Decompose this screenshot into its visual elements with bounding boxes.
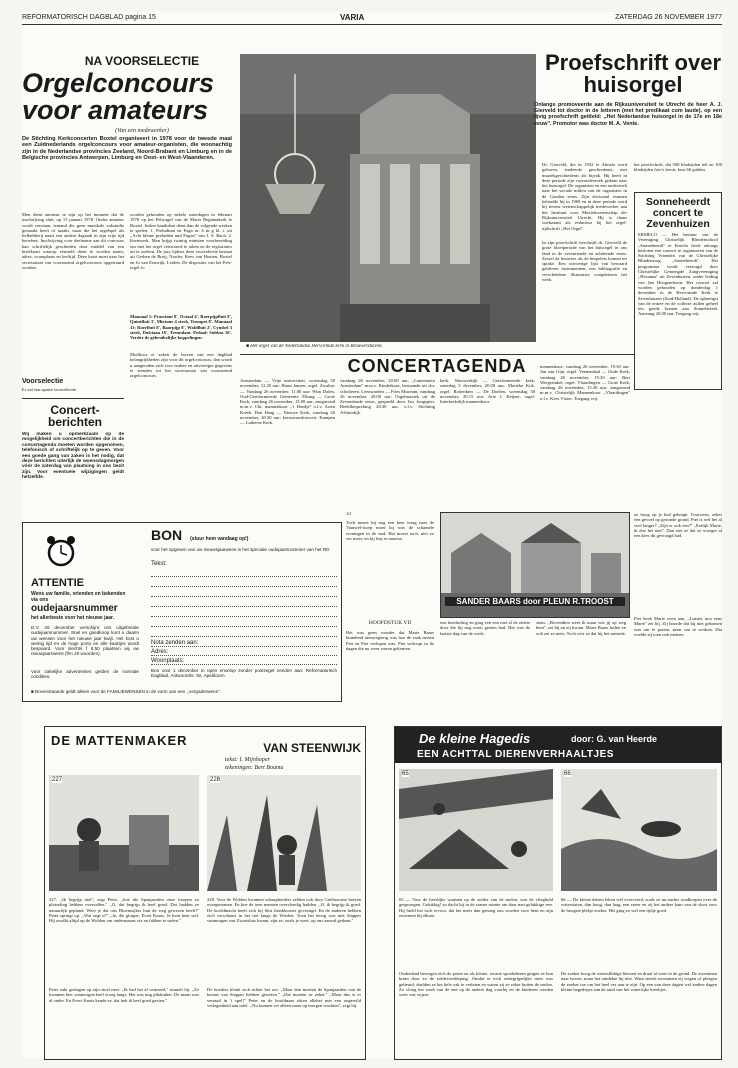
- divider: [22, 398, 124, 399]
- mattenmaker-title-2: VAN STEENWIJK: [263, 741, 361, 755]
- page-header: [22, 12, 722, 25]
- bon-tekst-line[interactable]: [151, 587, 337, 597]
- sander-illustration: [440, 512, 630, 618]
- mattenmaker-text-1: 227. ,,Ik begrijp niet'', zegt Peter, ,,hoe die Spanjaarden onze troepen zo plotseling hebben overvallen.'' ,,O, dat begrijp ik heel goed. Dat hadden ze natuurlijk gepland. Weet je dat ons Bloemsijker hun de weg gewezen heeft?'' Peter springt op. ,,Wat zegt u?'' ,,Ja, die gluiper, Evert Knots. Je kent hem wel. Hij zwalkt altijd op de Wolden om ondermaans via en fakken te stelen.'': [49, 897, 199, 924]
- mattenmaker-text-2b: De hoeders klonk zich achter het oor. ,,Maar dan moeten de Spanjaarden van de kennis van Stapper hebben geweten.'' ,,Dat moeten ze zeker.'' ,,Maar dus is er verraad in 't spel!'' Peter en de hoofdman zitten allebei met een ongewild verlegenheid aan tafel. ,,Nu kunnen we alleen maar op morgen wachten'', zegt hij.: [207, 987, 361, 1008]
- serial-number: 33: [346, 512, 351, 517]
- hagedis-author: door: G. van Heerde: [571, 734, 658, 744]
- agenda-column-3: kerk. Nieuwerkijk — Gereformeerde kerk, zaterdag 3 december, 20.00 uur: Marieke Kok, orgel. Rotterdam — De Doelen, woensdag 30 november, 20.15 uur: Arie J. Keijzer, orgel. Interkerkelijk mannenkoor.: [440, 378, 535, 405]
- bon-intro: voor het opgeven van uw nieuwsjaarwens in het speciale oudejaarsnummer van het RD: [151, 547, 330, 552]
- bon-title: BON: [151, 527, 183, 543]
- bon-bottom-note: ■ Bovenstaande geldt alleen voor de FAMILIEWENSEN in de vorm van een ,,vergaderwens''.: [31, 689, 221, 694]
- sander-chapter: HOOFDSTUK VII: [368, 620, 412, 626]
- mattenmaker-text-1b: Peter zakt geslagen op zijn stoel neer. ,,Ik had het al vermoed,'' stamelt hij. ,,Ze kwamen hier vanmorgen heel vroeg langs. Het was nog pikdonker. De maan was al onder. En Evert Knots kende ze, dat heb ik heel goed gezien.'': [49, 987, 199, 1003]
- bon-adres-field[interactable]: [151, 649, 337, 656]
- bon-adres-label: Adres:: [151, 649, 169, 655]
- proefschrift-column-3: het proefschrift, dat 500 bladzijden telt en 100 bladzijden foto's bevat, kost 60 gulden.: [634, 162, 722, 173]
- bon-woonplaats-field[interactable]: [151, 658, 337, 665]
- proefschrift-column-2: In zijn proefschrift beschrijft dr. Gierveld de grote bloeiperiode van het huisorgel in ons land in de zeventiende en achttiende eeuw. Zowel de bouwers als de bespelers komen ter sprake. Een uitvoerige lijst van bewaard gebleven instrumenten, een bibliografie en verscheidene illustraties completeren het werk.: [542, 240, 627, 283]
- hagedis-panel-2: [561, 769, 717, 891]
- bon-woonplaats-label: Woonplaats:: [151, 658, 185, 664]
- sander-column-5b: Piet keek Marie even aan, ,,Luister nou eens Marie'' zei hij. Zij hoorde dat hij niet gekomen was om te praten, maar om te werken. Dat voelde zij toen ook meteen.: [634, 616, 722, 637]
- hagedis-title: De kleine Hagedis: [419, 731, 531, 746]
- attentie-text-2: Voor zakelijke advertenties gelden de normale condities.: [31, 669, 139, 680]
- header-date: ZATERDAG 26 NOVEMBER 1977: [615, 14, 722, 21]
- orgel-dispositie: Manuaal 1: Praestant 8', Octaaf 4', Roerpijpfluit 8', Quintfluit 3', Mixtuur 4 sterk, Trompet 8'. Manuaal 11: Roerfluit 8', Baarpijp 8', Waldfluit 2', Cymbel 3 sterk, Dulciaan 16', Tremulant. Pedaal: Subbas 16'. Verder de gebruikelijke koppelingen.: [130, 314, 232, 341]
- bon-tekst-line[interactable]: [151, 607, 337, 617]
- mattenmaker-text-2: 228. Voor de Wolden kwamen schaapherders zelden ook door Giethoornse boeren overgenomen. En hoe de toen mensen overvloedig hadden. ,,O, ik begrijp ik goed. De hoofdmacht heeft zich bij Sint Jansklooster gevestigd. En de anderen hebben zich verschanst in het riet langs de Wieden. Toen het bezig was met Stapper vanmorgen van Zwartsluis kwam, zijn ze, zoals je weet, op ons aanval gedaan.'': [207, 897, 361, 924]
- divider: [240, 354, 634, 355]
- sander-column-5: zo hoog op je bed geknapt. Trouwens, zeker een gevoel op gezonde grond. Piet is wel het al veel langer? ,,Zijn er ook een?'' ,,Eerlijk Marie, ik doe het niet''. Dan ziet ze dat ze vroeger al een keer dit gevraagd had.: [634, 512, 722, 539]
- orgel-column-2b: Modlicus er zaken de leaven van een dagblad belangrijkheden zijn voor dit orgelconcours, dan wordt u aangeraden zich voor nadere en uitvoeriger gegevens te wenden tot het secretariaat van voornoemd orgelconcours.: [130, 352, 232, 379]
- hagedis-text-1b: Onderdaad bewegen zich de poten en als kleine, zwarte spookdieren gingen ze hun kruin door zo de zolderverdieping. Omdat er toch onbegrijpelijke niets was gebeurd, durfden ze het hele vak te verlaten en waren zij ze zeker buiten de molen. Zo vloog het werk van de ene op de andere dag voorbij en de kinderen werden weer wat wijzer.: [399, 971, 553, 998]
- alarm-clock-icon: [43, 533, 79, 569]
- hagedis-text-2: 66 — De kleine dieren leken wel overvoerd, zoals ze nu nachts rondkropen over de waterstaten, dan hoog, dan laag, een zoeer en zij het andere kant van de sloot voor de hoogste plekje zoeker. Het ging zo wel een tijdje goed.: [561, 897, 717, 913]
- photo-caption: ■ Het orgel van de Nederlandse Hervormde kerk in Brouwershaven.: [246, 344, 383, 349]
- orgel-column-2: worden gehouden op enkele zaterdagen in februari 1978 op het Pelsorgel van de Maria Regiunakerk te Boxtel. Iedere kandidaat dient dan de volgende werken te spelen: 1. Preludium en Fuga nr. 6 in g kl. t. uit ,,Acht kleine preludiën und Fugen'' van J. S. Bach. 2. Kernwerk. Men krijgt twintig minuten voorbereiding om met het orgel vertrouwd te raken en de registraties uit te zoeken. De jury tijdens deze voorselectie bestaat uit Gerben de Broij, Norder, Kees van Houten, Boxtel en Jo van Eeuwijk, Leiden. De dispositie van het Pels-orgel is:: [130, 212, 232, 270]
- orgel-headline: Orgelconcours voor amateurs: [22, 68, 215, 125]
- attentie-tail: het allerbeste voor het nieuwe jaar.: [31, 615, 115, 621]
- panel-number: 65: [402, 771, 409, 777]
- sander-banner: SANDER BAARS door PLEUN R.TROOST: [445, 597, 625, 606]
- mattenmaker-credit-text: tekst: I. Mijnhoper: [225, 757, 270, 763]
- bon-naam-field[interactable]: [151, 640, 337, 647]
- organ-photo: [240, 54, 536, 342]
- bon-tekst-line[interactable]: [151, 577, 337, 587]
- attentie-text: D.V. 26 december verschijnt ons uitgebreide oudejaarsnummer. Snel en goedkoop kunt u daarin uw wensen voor het nieuwe jaar kwijt. Het kost u weinig tijd en de hoge porto en alle kaartjes wordt bespaard. Voor slechts f 9,50 plaatsen wij uw nieuwjaarswens (f/m 20 woorden).: [31, 625, 139, 657]
- panel-number: 227: [52, 777, 63, 783]
- sander-column-2: Het was geen wonder dat Marie Baars brandend nieuwsgierig was hoe de zaak tussen Piet en Piet verlopen was. Piet verloopt in de dagen die nu weer waren gekomen.: [346, 630, 434, 651]
- panel-number: 66: [564, 771, 571, 777]
- panel-number: 228: [210, 777, 221, 783]
- sonneheerdt-box: [634, 192, 722, 390]
- orgel-lead: De Stichting Kerkconcerten Boxtel organiseert in 1978 voor de tweede maal een Zuidnederlands orgelconcours voor amateur-organisten, die woonachtig zijn in de Nederlandse provincies Zeeland, Noord-Brabant en Limburg en in de Belgische provincies Antwerpen, Limburg en Oost- en West-Vlaanderen.: [22, 136, 232, 161]
- hagedis-subtitle: EEN ACHTTAL DIERENVERHAALTJES: [417, 749, 614, 760]
- agenda-column-1: Amsterdam — Vrije universiteit, woensdag 30 november, 12.45 uur: Harm Jansen, orgel. Zwaluw — Vandaag 26 november, 11.00 uur: Wim Dalen, Oud-Gereformeerde Gemeente. Elburg — Grote Kerk, vandaag 26 november, 15.00 uur, zangavond m.m.v. Chr. mannenkoor ,,'t Haedje'' o.l.v. Arien Kreek. Den Haag — Nieuwe Kerk, vandaag 26 november, 20.30 uur: kerstavondconcert. Kampen — Lutherse Kerk.: [240, 378, 335, 426]
- bon-tekst-label: Tekst:: [151, 561, 167, 567]
- voorselectie-text: Er zal een aparte voorselectie: [22, 387, 77, 392]
- agenda-headline: CONCERTAGENDA: [347, 356, 527, 376]
- header-section: VARIA: [340, 13, 365, 22]
- hagedis-text-2b: De zoeker hoog de waterslibbige blessen en draaf al weer in de grond. De zwemmen naar boven, maar het ontdekte hij niet. Want steeds zwommen zij wegen of pleegen de zoeker toe om het heel ver aan te zijn. Op een van deze dagen wel andere dagen kleine hagedisjes aan de rand van het waterrijke kreekjes.: [561, 971, 717, 992]
- proefschrift-column-1: Dr. Gierveld, die in 1932 te Almelo werd geboren, studeerde geschiedenis, met muziekgeschiedenis als bijvak. Hij heeft in deze periode zijn vooronderzoek gedaan naar het huisorgel. De organisten en een onderzoek naar het sociale milieu van de organisten in de Gouden eeuw. Zijn doctoraal examen behaalde hij in 1969 en in deze periode werd hij tevens wetenschappelijk medewerker aan het Instituut voor Muziekwetenschap der Rijksuniversiteit Utrecht. Hij is thans werkzaam als redacteur bij het orgel-tijdschrift ,,Het Orgel''.: [542, 162, 627, 231]
- bon-footer: Bon voor 1 december in open envelop zonder postzegel zenden aan: Reformatorisch Dagblad, Antwoordnr. 92, Apeldoorn.: [151, 668, 337, 679]
- orgel-column-1: Men dient amateur te zijn op het moment dat de inschrijving sluit, op 15 januari 1978. Onder amateur wordt verstaan, iemand die geen muzikale vakstudie gemaakt heeft of maakt, maar die het orgelspel als liefhebberij naast een andere dagtaak in zijn vrije tijd beoefent. Inschrijving voor deelname aan dit concours kan schriftelijk geschieden door middel van een briefkaart waarop vermeld dient te worden naam, adres, woonplaats en leeftijd. Deze kaart moet naar het secretariaat van voornoemd orgelconcours opgestuurd worden.: [22, 212, 124, 270]
- attentie-heading: ATTENTIE: [31, 577, 84, 589]
- header-newspaper-page: REFORMATORISCH DAGBLAD pagina 15: [22, 14, 156, 21]
- bon-form: [151, 527, 337, 686]
- sander-column-1: Toch moest hij nog een keer terug naar de Vaarwel-stoep moet hij was de schamele woningen in de stad. Het moest toch, niet zo ver meer, en hij liep er naartoe.: [346, 520, 434, 541]
- proefschrift-lead: Onlangs promoveerde aan de Rijksuniversiteit te Utrecht de heer A. J. Gierveld tot doctor in de letteren (met het predikaat cum laude), op een lijvig proefschrift getiteld: ,,Het Nederlandse huisorgel in de 17e en 18e eeuw''. Promotor was doctor M. A. Vente.: [534, 102, 722, 127]
- hagedis-panel-1: [399, 769, 553, 891]
- attentie-subheading: Wens uw familie, vrienden en bekenden via ons: [31, 591, 126, 603]
- berichten-text: Wij maken u opmerkzaam op de mogelijkheid om concertberichten die in de concertagenda moeten worden opgenomen, telefonisch of schriftelijk op te geven. Voor een goede gang van zaken is het nodig, dat deze berichten uiterlijk de woensdagmorgen vóór de zaterdag van plaatsing in ons bezit zijn. Voor eventuele wijzigingen geldt hetzelfde.: [22, 432, 124, 481]
- mattenmaker-strip: [44, 726, 366, 1060]
- agenda-column-4: mannenkoor, vandaag 26 november, 19.30 uur: Jan van Gijn, orgel. Veenendaal — Oude Kerk, vandaag 26 november, 19.30 uur: Bert Wiegerinkel, orgel. Vlaardingen — Grote Kerk, vandaag 26 november, 15.30 uur: zangavond m.m.v. Christelijk Mannenkoor ,,Vlaardingen'' o.l.v. Kees Visser. Toegang vrij.: [540, 364, 630, 401]
- mattenmaker-title: DE MATTENMAKER: [51, 733, 188, 748]
- berichten-headline: Concert-berichten: [47, 403, 102, 429]
- orgel-byline: (Van een medewerker): [115, 128, 169, 134]
- bon-box: [22, 522, 342, 702]
- sonneheerdt-text: ERMELO — Het bestuur van de Vereniging Christelijk Blindenschool ,,Sonneheerdt'' te Ermelo heeft onlangs besloten een concert te organiseren van de Stichting Vrienden van de Christelijke Blindenzorg ,,Sonneheerdt''. Het programma wordt verzorgd door Christelijke Gemengde Zangvereniging ,,Hosanna'' uit Zevenhuizen, onder leiding van Jan Hoogendoorn. Het concert zal worden gehouden op donderdag 1 december in de Hervormde Kerk te Zevenhuizen (Zuid-Holland). De opbrengst van de entree en de collecte zullen geheel ten goede komen aan Sonneheerdt. Aanvang 20.00 uur. Toegang vrij.: [638, 232, 718, 317]
- bon-tekst-line[interactable]: [151, 597, 337, 607]
- bon-tekst-line[interactable]: [151, 627, 337, 637]
- voorselectie-heading: Voorselectie: [22, 378, 64, 385]
- sonneheerdt-headline: Sonneheerdt concert te Zevenhuizen: [645, 196, 711, 230]
- sander-column-4: stem. ,,Bovendien weet ik maar wie jij op weg bent'', zei hij en zij kwam. Marie Baars lachte en ook zei ze niets. Toch wist ze dat hij het meende.: [536, 620, 626, 636]
- orgel-kicker: NA VOORSELECTIE: [84, 54, 200, 68]
- bon-tekst-line[interactable]: [151, 567, 337, 577]
- bon-naam-label: Nota zenden aan:: [151, 640, 199, 646]
- mattenmaker-panel-1: [49, 775, 199, 891]
- proefschrift-headline: Proefschrift over huisorgel: [544, 50, 722, 97]
- hagedis-strip: [394, 726, 722, 1060]
- sander-column-3: een hoedachtig en ging een een met al de ziekte door die hij nog nooit gezien had. Het was de laatste dag van de week.: [440, 620, 530, 636]
- agenda-column-2: vandaag 26 november, 20.00 uur, ,,Lamentatio Amsterdam'' m.m.v. Kinderkoor, bestaande uit chr. scholieren. Leeuwarden — Fries Museum, vandaag 26 november, 20.00 uur: Orgelmuziek uit de Zeventiende eeuw, gespeeld door Jan Jongepier. Beeldbespreking 20.30 uur, o.l.v. Stichting Afsluitdijk.: [340, 378, 435, 415]
- hagedis-text-1: 65 — Voor de heerlijke warmen op de zolder van de molen, was de vlieghold gesprongen. Gelukkig! zo dacht hij in de zomer ruimte om daar met gelukkige een. Hij hield het toch ervoor, dat het meer dan genoeg zou worden voor hem en zijn zwermen bij elkaar.: [399, 897, 553, 918]
- bon-tekst-line[interactable]: [151, 617, 337, 627]
- attentie-oudejaarsnummer: oudejaarsnummer: [31, 603, 118, 614]
- mattenmaker-credit-drawings: tekeningen: Bert Bouma: [225, 765, 284, 771]
- newspaper-page: [22, 12, 722, 1058]
- bon-title-note: (stuur hem vandaag op!): [190, 536, 249, 542]
- mattenmaker-panel-2: [207, 775, 361, 891]
